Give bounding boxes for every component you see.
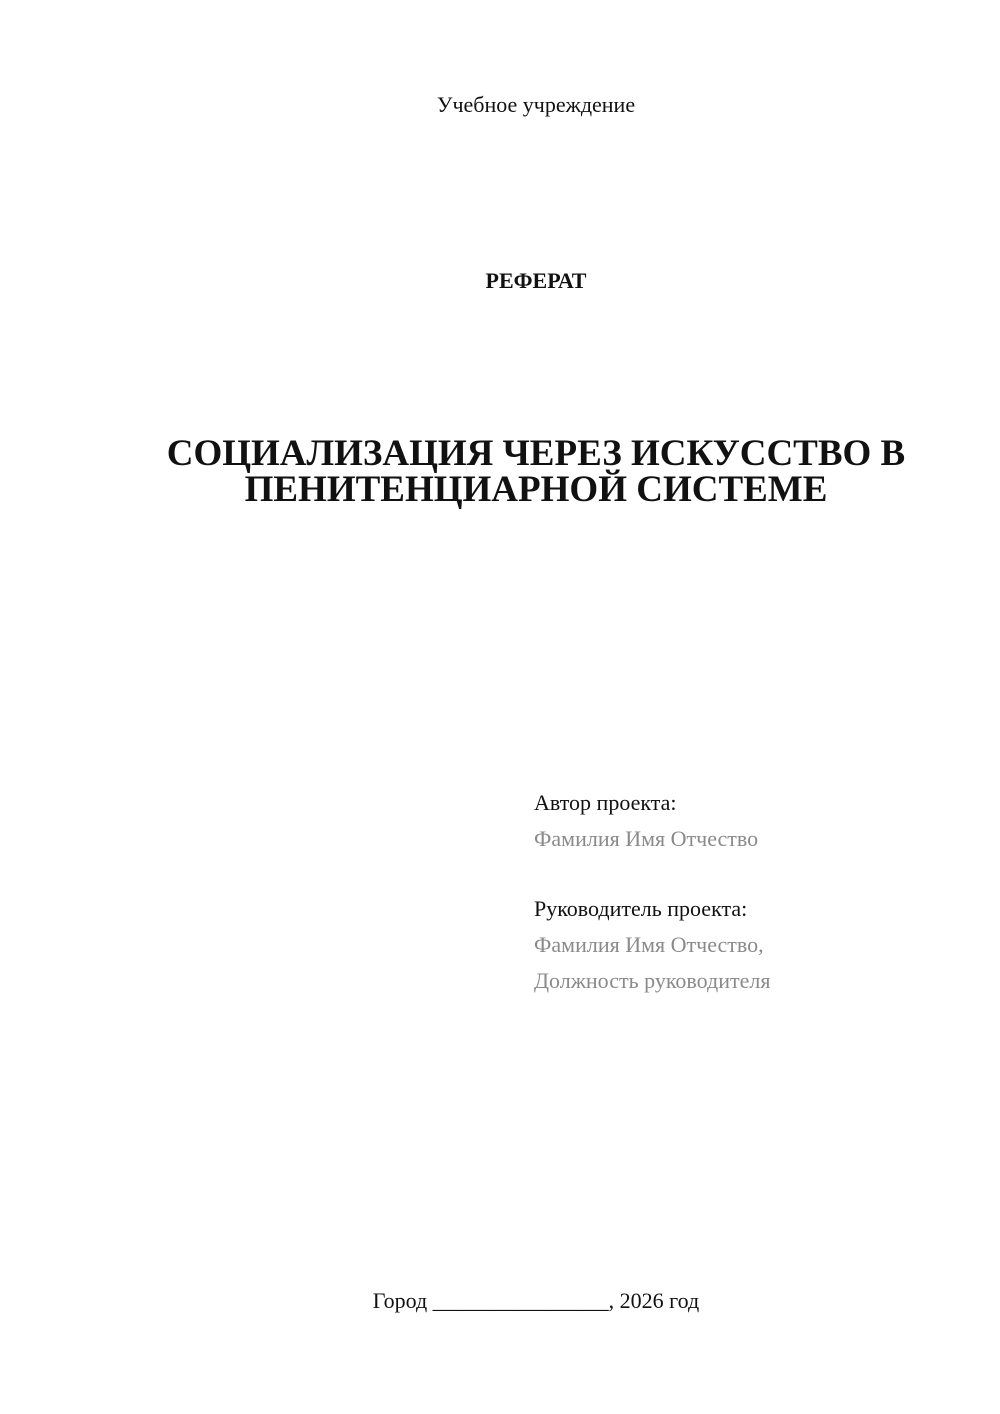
supervisor-name: Фамилия Имя Отчество, [534,932,764,957]
supervisor-position: Должность руководителя [534,968,771,993]
author-block [534,785,974,857]
supervisor-block [534,891,974,999]
title-line-1: СОЦИАЛИЗАЦИЯ ЧЕРЕЗ ИСКУССТВО В [166,433,906,474]
document-title [100,433,972,510]
author-name: Фамилия Имя Отчество [534,826,759,851]
institution-name: Учебное учреждение [436,92,636,117]
author-label: Автор проекта: [534,790,677,815]
city-year-footer: Город ________________, 2026 год [372,1288,700,1313]
document-type: РЕФЕРАТ [485,268,587,293]
title-line-2: ПЕНИТЕНЦИАРНОЙ СИСТЕМЕ [244,469,828,510]
supervisor-label: Руководитель проекта: [534,896,748,921]
